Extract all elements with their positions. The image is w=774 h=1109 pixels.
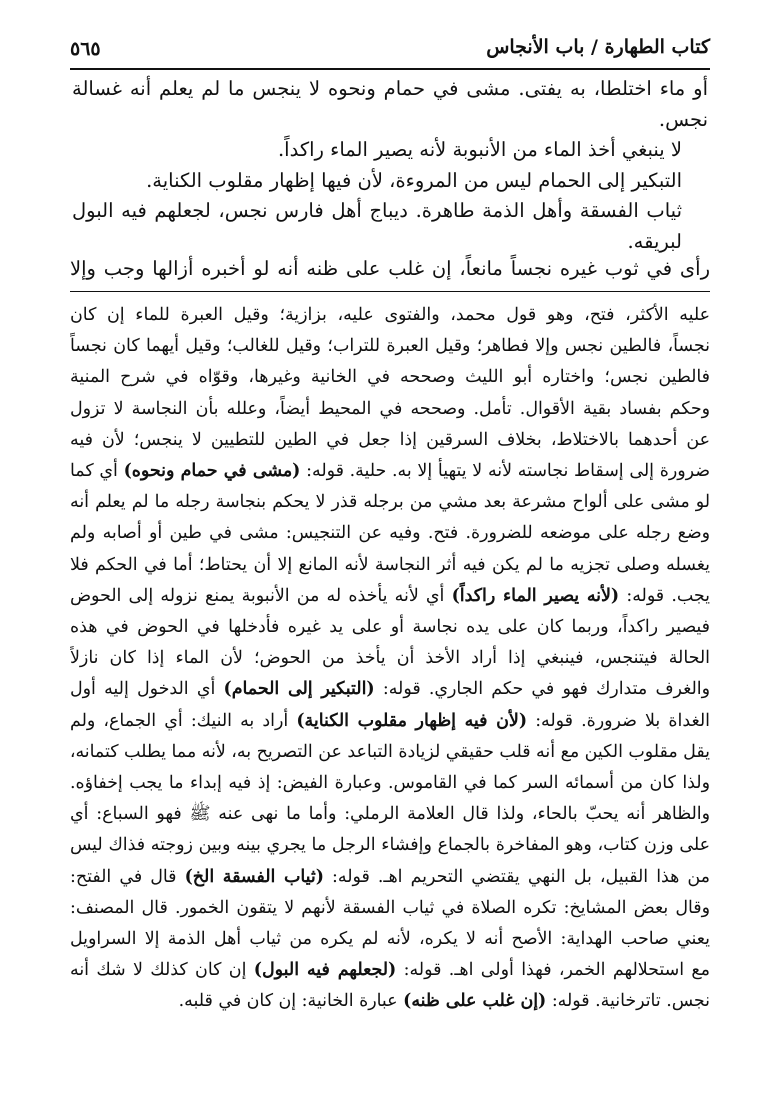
quoted-phrase: (لأن فيه إظهار مقلوب الكناية)	[296, 710, 528, 731]
commentary-line: الحالة فيتنجس، فينبغي إذا أراد الأخذ أن يأخذ من الحوض؛ لأن الماء إذا كان نازلاً	[70, 648, 710, 669]
commentary-line	[70, 581, 710, 612]
commentary-line: وقال بعض المشايخ: تكره الصلاة في ثياب الفسقة لأنهم لا يتقون الخمور. قال المصنف:	[70, 897, 710, 918]
chapter-title: كتاب الطهارة / باب الأنجاس	[486, 36, 710, 58]
commentary-line: وحكم بفساد بقية الأقوال. تأمل. وصححه في المحيط أيضاً، وعلله بأن النجاسة لا تزول	[70, 398, 710, 419]
line-text: أراد به النيك: أي الجماع، ولم	[70, 710, 297, 731]
commentary-line: لو مشى على ألواح مشرعة بعد مشي من برجله قذر لا يحكم بنجاسة رجله ما لم يعلم أنه	[70, 492, 710, 513]
commentary-line: والظاهر أنه يحبّ بالحاء، ولذا قال العلامة الرملي: وأما ما نهى عنه ﷺ فهو السباع: أي	[70, 804, 710, 825]
main-paragraph: أو ماء اختلطا، به يفتى. مشى في حمام ونحوه لا ينجس ما لم يعلم أنه غسالة نجس.	[72, 77, 708, 131]
commentary-line: فيصير راكداً، وربما كان على يده نجاسة أو على يد غيره فأدخلها في الحوض في هذه	[70, 617, 710, 638]
commentary-line	[70, 955, 710, 986]
line-text: والغرف متدارك فهو في حكم الجاري. قوله:	[374, 679, 710, 700]
quoted-phrase: (إن غلب على ظنه)	[403, 991, 547, 1012]
commentary-line: يقل مقلوب الكين مع أنه قلب حقيقي لزيادة التباعد عن التصريح به، لأنه مما يطلب كتمانه،	[70, 741, 710, 762]
line-text: من هذا القبيل، بل النهي يقتضي التحريم اهـ. قوله:	[323, 866, 710, 887]
commentary-line: فالطين نجس؛ واختاره أبو الليث وصححه في الخانية وغيرها، وقوّاه في شرح المنية	[70, 367, 710, 388]
line-text: قال في الفتح:	[70, 866, 185, 887]
main-text-block	[72, 74, 708, 257]
quoted-phrase: (التبكير إلى الحمام)	[223, 679, 375, 700]
commentary-line: نجساً، فالطين نجس وإلا فطاهر؛ وقيل العبرة للتراب؛ وقيل للغالب؛ وقيل أيهما كان نجساً	[70, 336, 710, 357]
commentary-line: على وزن كتاب، وهو المفاخرة بالجماع وإفشاء الرجل ما يجري بينه وبين زوجته فذاك ليس	[70, 835, 710, 856]
quoted-phrase: (مشى في حمام ونحوه)	[123, 461, 301, 482]
line-text: إن كان كذلك لا شك أنه	[70, 960, 254, 981]
commentary-line	[70, 456, 710, 487]
commentary-line	[70, 862, 710, 893]
running-header	[70, 34, 710, 70]
commentary-line	[70, 706, 710, 737]
page-number: ٥٦٥	[70, 38, 101, 60]
line-text: نجس. تاترخانية. قوله:	[546, 991, 710, 1012]
line-text: مع استحلالهم الخمر، فهذا أولى اهـ. قوله:	[396, 960, 710, 981]
commentary-line: عن أحدهما بالاختلاط، بخلاف السرقين إذا جعل في الطين للتطيين لا ينجس؛ لأن فيه	[70, 429, 710, 450]
quoted-phrase: (لجعلهم فيه البول)	[253, 960, 397, 981]
main-paragraph: التبكير إلى الحمام ليس من المروءة، لأن فيها إظهار مقلوب الكناية.	[146, 168, 682, 192]
line-text: أي الدخول إليه أول	[70, 679, 224, 700]
line-text: الغداة بلا ضرورة. قوله:	[527, 710, 710, 731]
separator-rule	[70, 291, 710, 292]
commentary-line: يعني صاحب الهداية: الأصح أنه لا يكره، لأنه لم يكره من ثياب أهل الذمة إلا السراويل	[70, 929, 710, 950]
commentary-line: وضع رجله على موضعه للضرورة. فتح. وفيه عن التنجيس: مشى في طين أو أصابه ولم	[70, 523, 710, 544]
main-paragraph-last: رأى في ثوب غيره نجساً مانعاً، إن غلب على ظنه أنه لو أخبره أزالها وجب وإلا	[70, 257, 710, 280]
commentary-line	[70, 674, 710, 705]
header-rule	[70, 68, 710, 70]
commentary-line: ولذا كان من أسمائه السر كما في القاموس. وعبارة الفيض: إذ فيه إبداء ما يجب إخفاؤه.	[70, 773, 710, 794]
commentary-line	[70, 986, 710, 1017]
line-text: أي كما	[70, 461, 124, 482]
commentary-line: يغسله وصلى تجزيه ما لم يكن فيه أثر النجاسة لأنه المانع إلا أن يحتاط؛ أما في الحكم فلا	[70, 554, 710, 575]
commentary-block	[70, 300, 710, 1018]
quoted-phrase: (ثياب الفسقة الخ)	[184, 866, 324, 887]
main-paragraph: ثياب الفسقة وأهل الذمة طاهرة. ديباج أهل فارس نجس، لجعلهم فيه البول لبريقه.	[72, 199, 682, 253]
main-paragraph: لا ينبغي أخذ الماء من الأنبوبة لأنه يصير الماء راكداً.	[277, 138, 682, 161]
line-text: يجب. قوله:	[619, 585, 710, 606]
line-text: أي لأنه يأخذه له من الأنبوبة يمنع نزوله إلى الحوض	[70, 585, 452, 606]
quoted-phrase: (لأنه يصير الماء راكداً)	[451, 585, 620, 606]
line-text: عبارة الخانية: إن كان في قلبه.	[178, 991, 404, 1012]
line-text: ضرورة إلى إسقاط نجاسته لأنه لا يتهيأ إلا به. حلية. قوله:	[300, 461, 710, 482]
commentary-line: عليه الأكثر، فتح، وهو قول محمد، والفتوى عليه، بزازية؛ وقيل العبرة للماء إن كان	[70, 305, 710, 325]
